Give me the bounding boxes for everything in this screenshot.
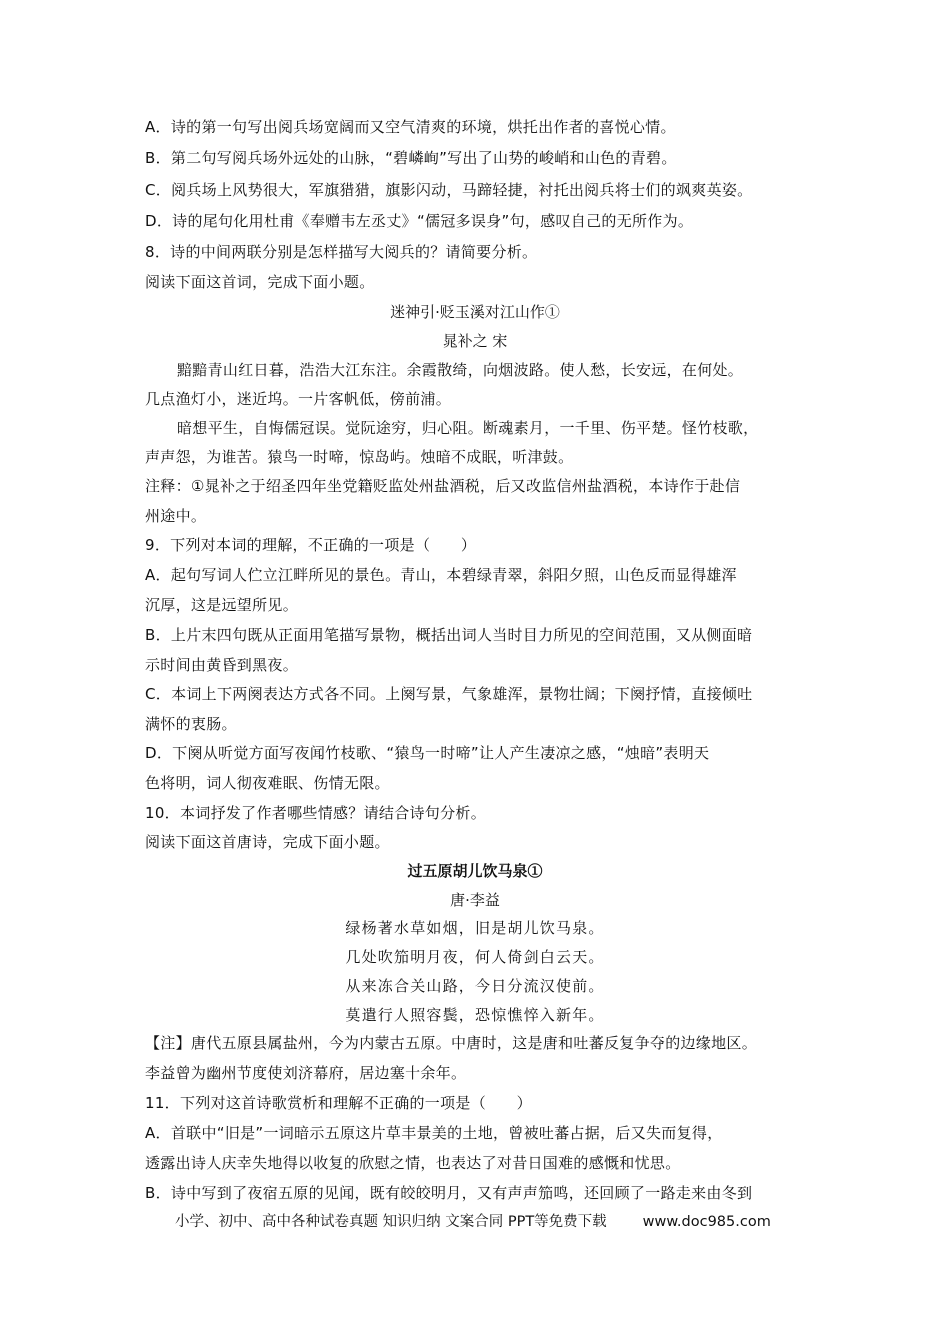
option-d-q7: D．诗的尾句化用杜甫《奉赠韦左丞丈》“儒冠多误身”句，感叹自己的无所作为。 xyxy=(145,212,694,230)
option-a-q9-cont: 沉厚，这是远望所见。 xyxy=(145,596,299,614)
ci-line: 几点渔灯小，迷近坞。一片客帆低，傍前浦。 xyxy=(145,390,452,408)
poem-line: 几处吹笳明月夜，何人倚剑白云天。 xyxy=(345,948,605,966)
poem-line: 从来冻合关山路，今日分流汉使前。 xyxy=(345,977,605,995)
ci-line: 暗想平生，自悔儒冠误。觉阮途穷，归心阻。断魂素月，一千里、伤平楚。怪竹枝歌， xyxy=(177,419,759,437)
question-9: 9．下列对本词的理解，不正确的一项是（ ） xyxy=(145,536,477,554)
poem-line: 莫遣行人照容鬓，恐惊憔悴入新年。 xyxy=(345,1006,605,1024)
option-b-q9: B．上片末四句既从正面用笔描写景物，概括出词人当时目力所见的空间范围，又从侧面暗 xyxy=(145,626,753,644)
question-11: 11．下列对这首诗歌赏析和理解不正确的一项是（ ） xyxy=(145,1094,532,1112)
ci-line: 黯黯青山红日暮，浩浩大江东注。余霞散绮，向烟波路。使人愁，长安远，在何处。 xyxy=(177,361,744,379)
footer-text: 小学、初中、高中各种试卷真题 知识归纳 文案合同 PPT等免费下载 xyxy=(175,1214,607,1230)
option-c-q9-cont: 满怀的衷肠。 xyxy=(145,715,237,733)
poem-title: 过五原胡儿饮马泉① xyxy=(407,862,543,880)
poem-note: 【注】唐代五原县属盐州，今为内蒙古五原。中唐时，这是唐和吐蕃反复争夺的边缘地区。 xyxy=(145,1034,758,1052)
page-footer xyxy=(175,1212,771,1232)
option-b-q9-cont: 示时间由黄昏到黑夜。 xyxy=(145,656,299,674)
ci-annotation: 注释：①晁补之于绍圣四年坐党籍贬监处州盐酒税，后又改监信州盐酒税，本诗作于赴信 xyxy=(145,477,741,495)
option-b-q7: B．第二句写阅兵场外远处的山脉，“碧嶙峋”写出了山势的峻峭和山色的青碧。 xyxy=(145,149,677,167)
ci-annotation-cont: 州途中。 xyxy=(145,507,207,525)
footer-url[interactable]: www.doc985.com xyxy=(642,1214,771,1230)
poem-author: 唐·李益 xyxy=(450,891,500,909)
reading-instruction-ci: 阅读下面这首词，完成下面小题。 xyxy=(145,273,375,291)
option-c-q9: C．本词上下两阕表达方式各不同。上阕写景，气象雄浑，景物壮阔；下阕抒情，直接倾吐 xyxy=(145,685,753,703)
poem-line: 绿杨著水草如烟，旧是胡儿饮马泉。 xyxy=(345,919,605,937)
question-10: 10．本词抒发了作者哪些情感？请结合诗句分析。 xyxy=(145,804,486,822)
option-a-q7: A．诗的第一句写出阅兵场宽阔而又空气清爽的环境，烘托出作者的喜悦心情。 xyxy=(145,118,676,136)
ci-line: 声声怨，为谁苦。猿鸟一时啼，惊岛屿。烛暗不成眠，听津鼓。 xyxy=(145,448,574,466)
option-a-q9: A．起句写词人伫立江畔所见的景色。青山，本碧绿青翠，斜阳夕照，山色反而显得雄浑 xyxy=(145,566,737,584)
option-a-q11-cont: 透露出诗人庆幸失地得以收复的欣慰之情，也表达了对昔日国难的感慨和忧思。 xyxy=(145,1154,681,1172)
option-c-q7: C．阅兵场上风势很大，军旗猎猎，旗影闪动，马蹄轻捷，衬托出阅兵将士们的飒爽英姿。 xyxy=(145,181,753,199)
question-8: 8．诗的中间两联分别是怎样描写大阅兵的？请简要分析。 xyxy=(145,243,538,261)
option-d-q9: D．下阕从听觉方面写夜闻竹枝歌、“猿鸟一时啼”让人产生凄凉之感，“烛暗”表明天 xyxy=(145,744,710,762)
option-b-q11: B．诗中写到了夜宿五原的见闻，既有皎皎明月，又有声声笳鸣，还回顾了一路走来由冬到 xyxy=(145,1184,753,1202)
option-a-q11: A．首联中“旧是”一词暗示五原这片草丰景美的土地，曾被吐蕃占据，后又失而复得， xyxy=(145,1124,723,1142)
ci-author: 晁补之 宋 xyxy=(442,332,508,350)
ci-title: 迷神引·贬玉溪对江山作① xyxy=(390,303,560,321)
reading-instruction-poem: 阅读下面这首唐诗，完成下面小题。 xyxy=(145,833,390,851)
poem-note-cont: 李益曾为幽州节度使刘济幕府，居边塞十余年。 xyxy=(145,1064,467,1082)
option-d-q9-cont: 色将明，词人彻夜难眠、伤情无限。 xyxy=(145,774,390,792)
